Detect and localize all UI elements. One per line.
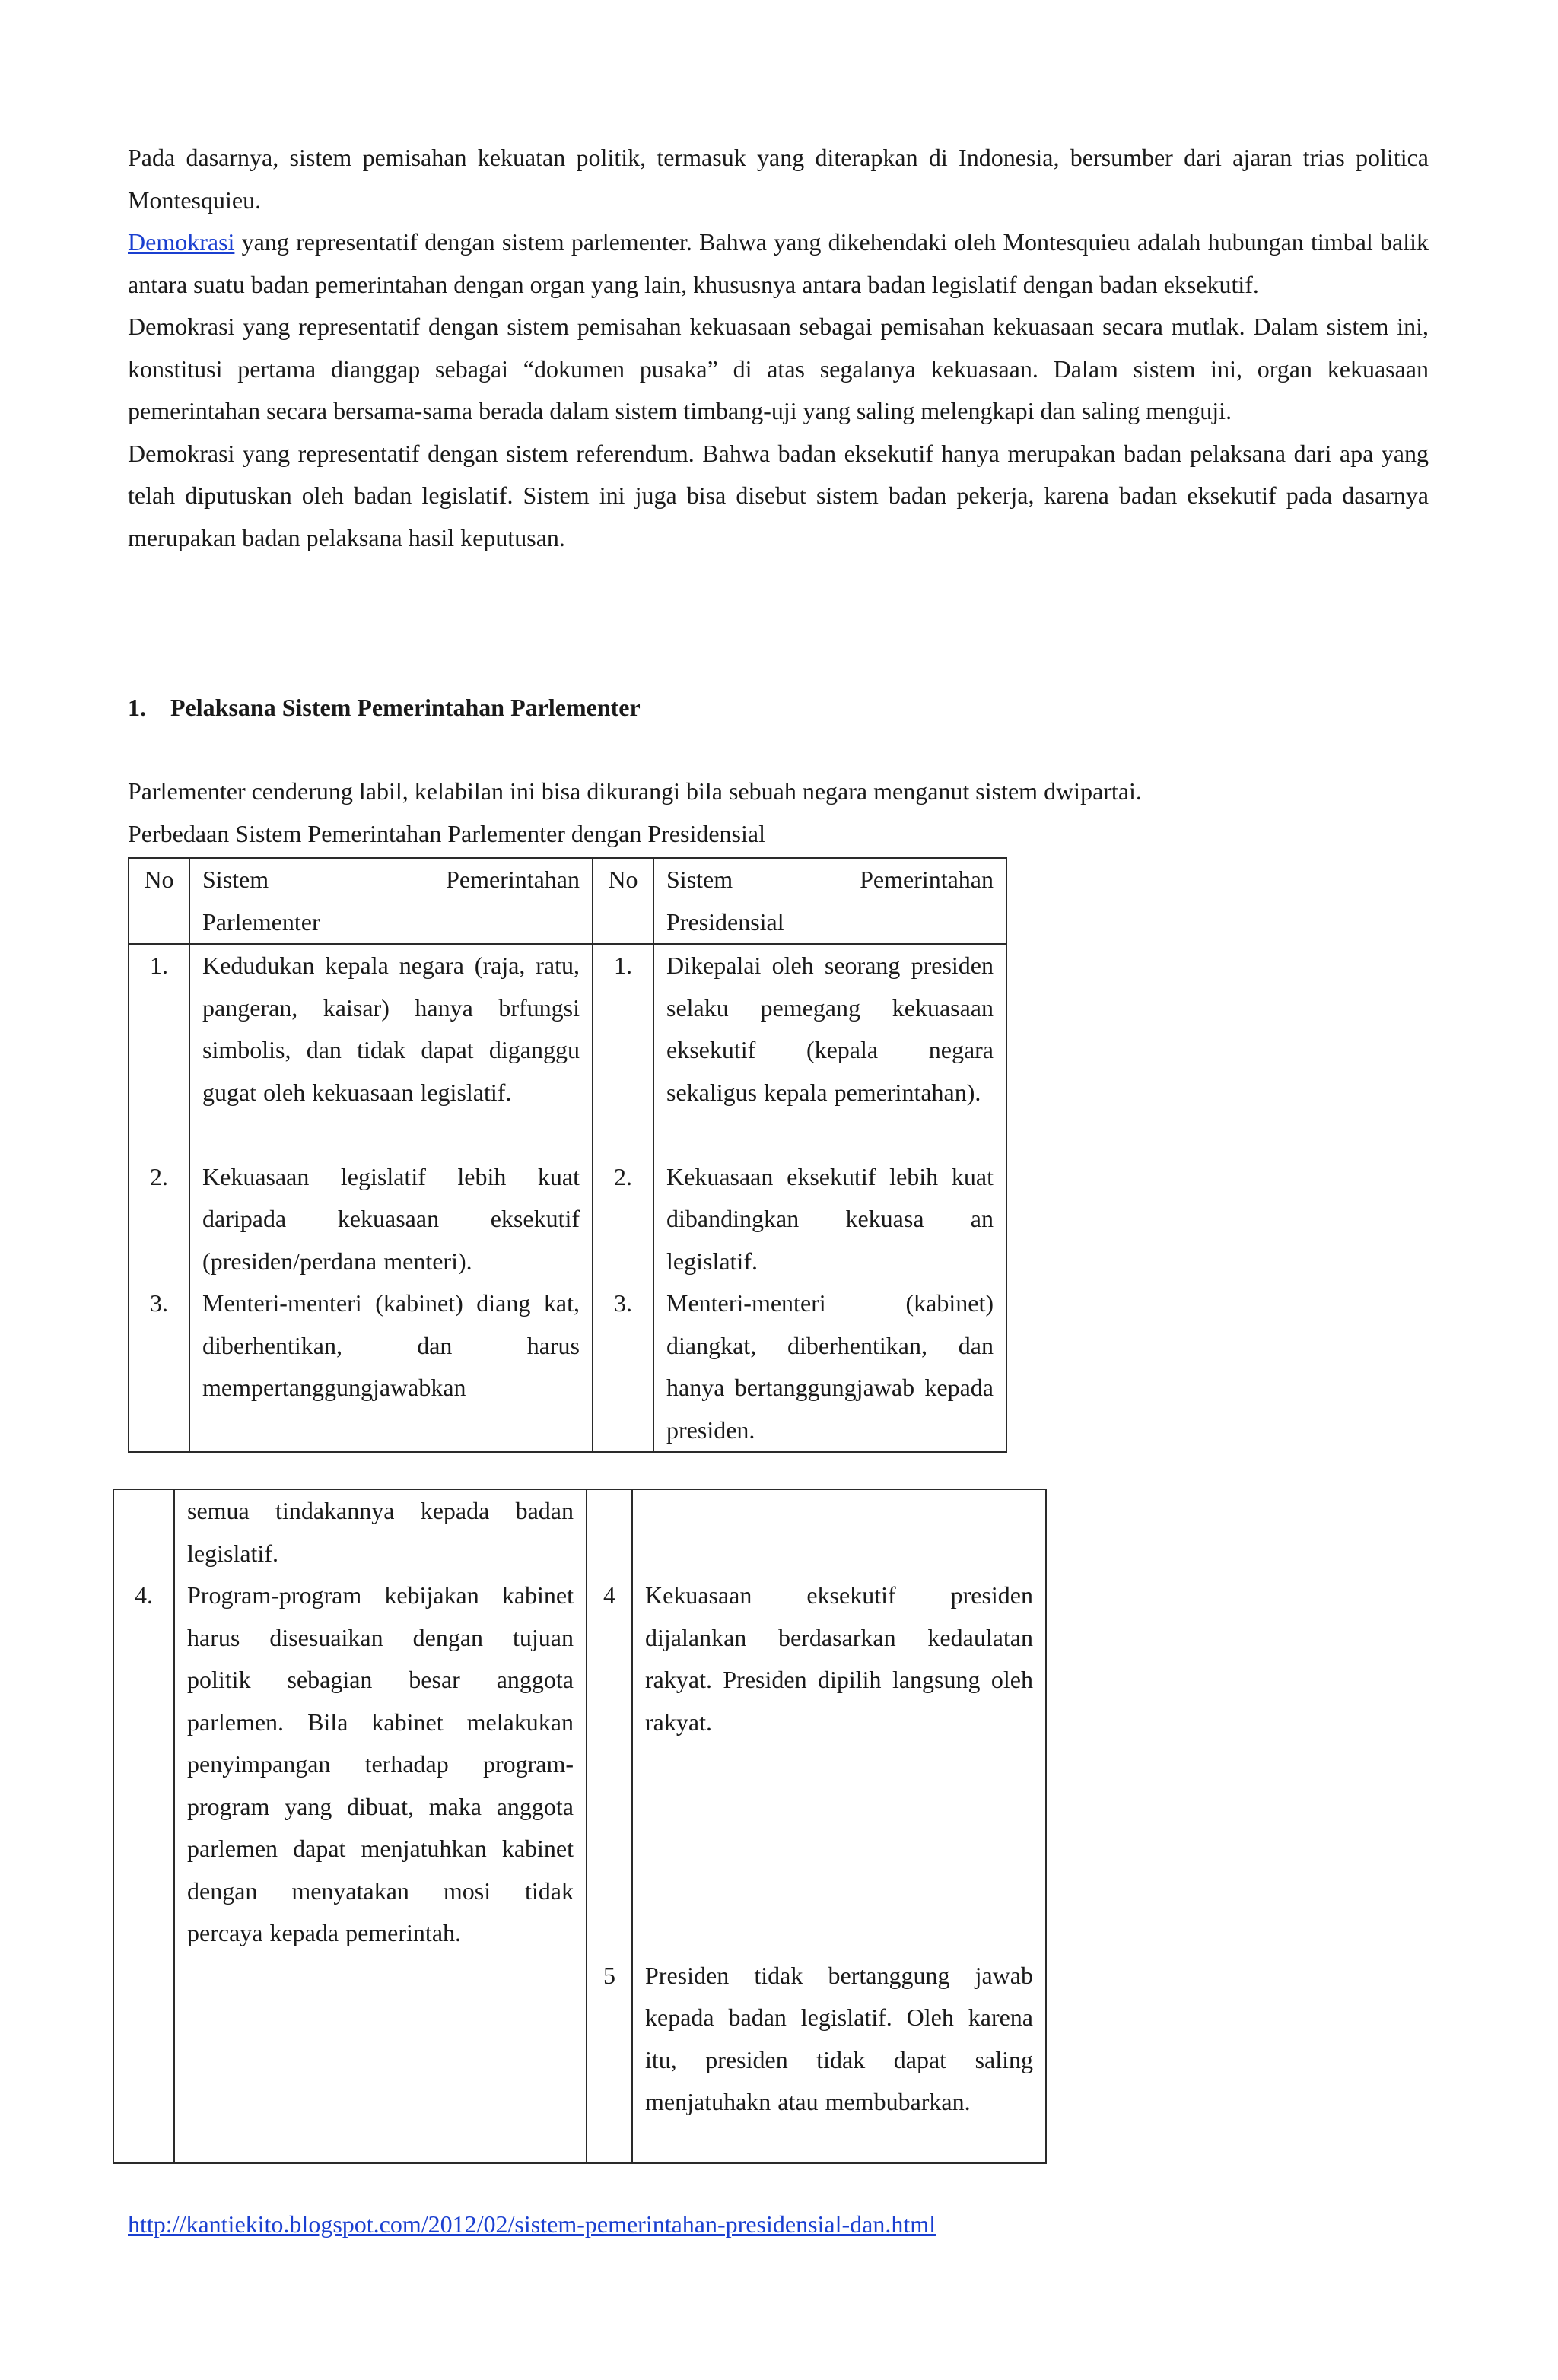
row-numbers-right [593, 944, 653, 1452]
header-no: No [129, 858, 189, 944]
presidensial-item: Kekuasaan eksekutif lebih kuat dibandingkan kekuasa an legislatif. [666, 1162, 994, 1275]
comparison-table [128, 857, 1007, 1453]
section-heading [128, 687, 641, 729]
presidensial-item: Kekuasaan eksekutif presiden dijalankan berdasarkan kedaulatan rakyat. Presiden dipilih langsung oleh rakyat. [645, 1581, 1033, 1736]
row-number: 3. [150, 1289, 168, 1317]
row-number: 4 [603, 1581, 615, 1609]
body-paragraph: Parlementer cenderung labil, kelabilan ini bisa dikurangi bila sebuah negara menganut sistem dwipartai. [128, 777, 1142, 805]
presidensial-item: Menteri-menteri (kabinet) diangkat, diberhentikan, dan hanya bertanggungjawab kepada presiden. [666, 1289, 994, 1444]
row-number: 2. [150, 1162, 168, 1190]
section-body [128, 770, 1429, 855]
parlementer-cell [174, 1489, 587, 2163]
row-numbers-right [587, 1489, 632, 2163]
presidensial-item: Dikepalai oleh seorang presiden selaku pemegang kekuasaan eksekutif (kepala negara sekaligus kepala pemerintahan). [666, 952, 994, 1106]
source-url-link[interactable]: http://kantiekito.blogspot.com/2012/02/sistem-pemerintahan-presidensial-dan.html [128, 2210, 936, 2238]
row-numbers-left [113, 1489, 174, 2163]
header-no-2: No [593, 858, 653, 944]
spacer [119, 1490, 169, 1574]
intro-paragraph: Pada dasarnya, sistem pemisahan kekuatan politik, termasuk yang diterapkan di Indonesia, bersumber dari ajaran trias politica Montesquieu. [128, 144, 1429, 214]
intro-section [128, 137, 1429, 559]
source-link-container [128, 2204, 936, 2245]
intro-paragraph: Demokrasi yang representatif dengan sistem referendum. Bahwa badan eksekutif hanya merupakan badan pelaksana dari apa yang telah diputuskan oleh badan legislatif. Sistem ini juga bisa disebut sistem badan pekerja, karena badan eksekutif pada dasarnya merupakan badan pelaksana hasil keputusan. [128, 439, 1429, 551]
header-presidensial: Sistem Pemerintahan Presidensial [653, 858, 1006, 944]
parlementer-item: Kekuasaan legislatif lebih kuat daripada kekuasaan eksekutif (presiden/perdana menteri). [202, 1162, 580, 1275]
intro-paragraph-text: yang representatif dengan sistem parlementer. Bahwa yang dikehendaki oleh Montesquieu adalah hubungan timbal balik antara suatu badan pemerintahan dengan organ yang lain, khususnya antara badan legislatif dengan badan eksekutif. [128, 228, 1429, 298]
row-numbers-left [129, 944, 189, 1452]
spacer [592, 1490, 627, 1574]
section-number: 1. [128, 694, 146, 721]
parlementer-cell [189, 944, 593, 1452]
spacer [645, 1490, 1033, 1574]
demokrasi-link[interactable]: Demokrasi [128, 228, 235, 256]
presidensial-cell [653, 944, 1006, 1452]
intro-paragraph: Demokrasi yang representatif dengan sistem pemisahan kekuasaan sebagai pemisahan kekuasaan secara mutlak. Dalam sistem ini, konstitusi pertama dianggap sebagai “dokumen pusaka” di atas segalanya kekuasaan. Dalam sistem ini, organ kekuasaan pemerintahan secara bersama-sama berada dalam sistem timbang-uji yang saling melengkapi dan saling menguji. [128, 313, 1429, 424]
row-number: 5 [603, 1961, 615, 1989]
comparison-table-continued [113, 1489, 1047, 2164]
parlementer-item: Menteri-menteri (kabinet) diang kat, diberhentikan, dan harus mempertanggungjawabkan [202, 1289, 580, 1401]
intro-paragraph [128, 221, 1429, 306]
row-number: 3. [614, 1289, 632, 1317]
parlementer-item: Program-program kebijakan kabinet harus disesuaikan dengan tujuan politik sebagian besar anggota parlemen. Bila kabinet melakukan penyimpangan terhadap program-program yang dibuat, maka anggota parlemen dapat menjatuhkan kabinet dengan menyatakan mosi tidak percaya kepada pemerintah. [187, 1581, 574, 1946]
table-header-row [129, 858, 1006, 944]
row-number: 2. [614, 1162, 632, 1190]
parlementer-item: semua tindakannya kepada badan legislatif. [187, 1497, 574, 1567]
row-number: 1. [614, 952, 632, 979]
table-row [113, 1489, 1046, 2163]
section-title: Pelaksana Sistem Pemerintahan Parlementer [170, 694, 641, 721]
presidensial-cell [632, 1489, 1046, 2163]
parlementer-item: Kedudukan kepala negara (raja, ratu, pangeran, kaisar) hanya brfungsi simbolis, dan tidak dapat diganggu gugat oleh kekuasaan legislatif. [202, 952, 580, 1106]
row-number: 4. [135, 1581, 153, 1609]
row-number: 1. [150, 952, 168, 979]
table-caption: Perbedaan Sistem Pemerintahan Parlementer dengan Presidensial [128, 820, 765, 847]
table-row [129, 944, 1006, 1452]
presidensial-item: Presiden tidak bertanggung jawab kepada badan legislatif. Oleh karena itu, presiden tidak dapat saling menjatuhakn atau membubarkan. [645, 1961, 1033, 2115]
header-parlementer: Sistem Pemerintahan Parlementer [189, 858, 593, 944]
